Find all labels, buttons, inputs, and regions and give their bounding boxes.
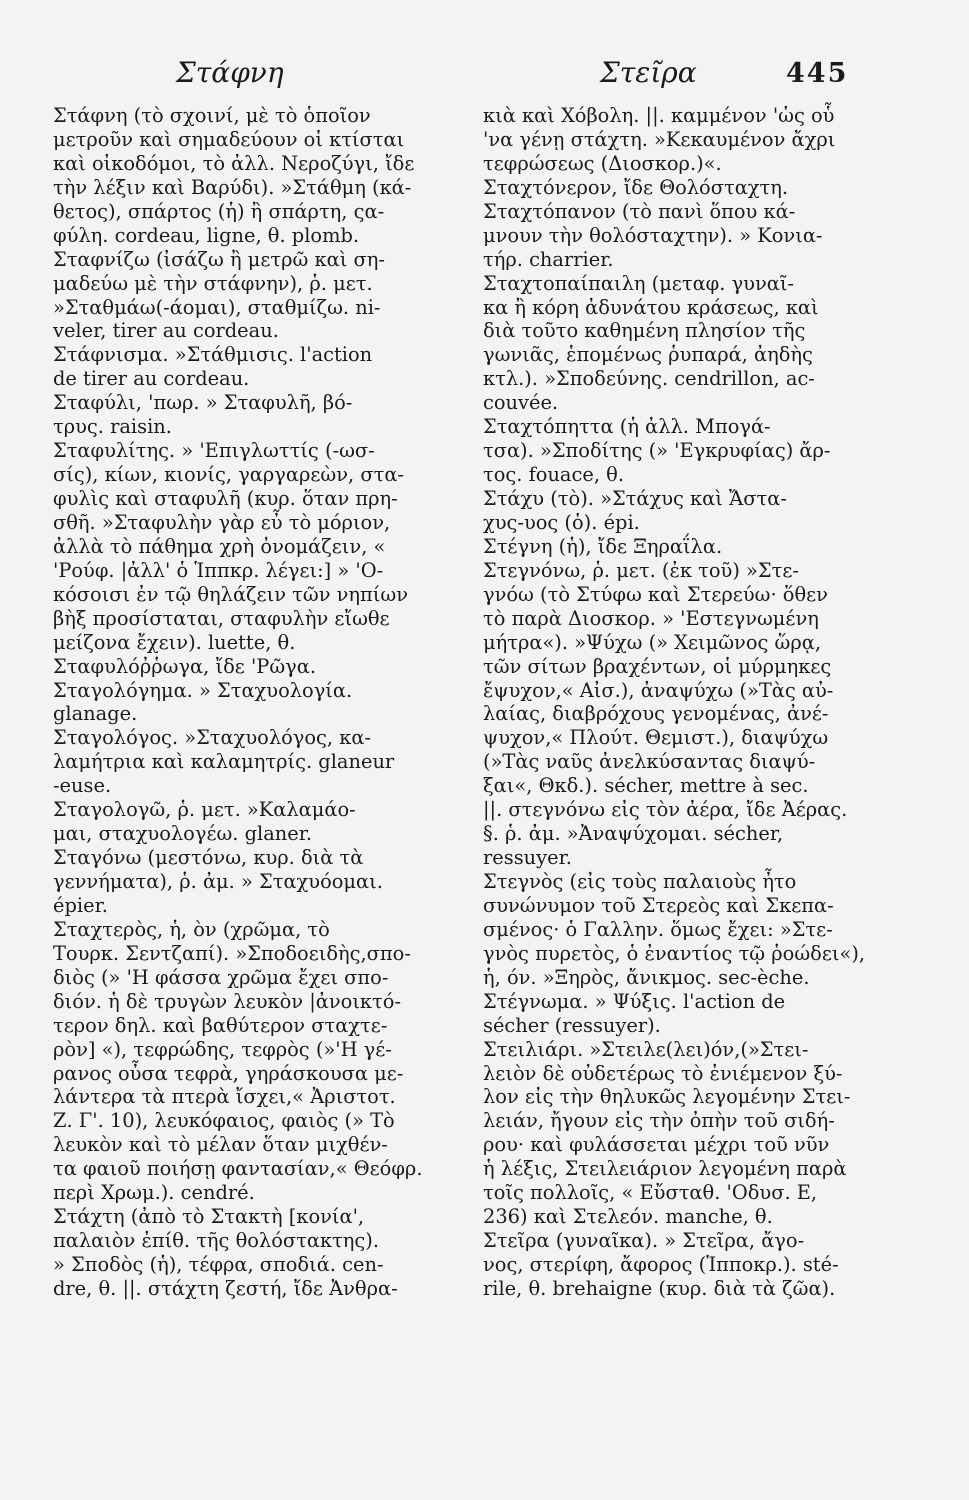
text-line: καὶ οἰκοδόμοι, τὸ ἀλλ. Νεροζύγι, ἴδε [53, 151, 415, 175]
text-line: épier. [53, 893, 108, 917]
text-line: λευκὸν καὶ τὸ μέλαν ὅταν μιχθέν- [53, 1133, 388, 1157]
text-line: φυλὶς καὶ σταφυλῆ (κυρ. ὅταν πρη- [53, 487, 398, 510]
text-line: τεφρώσεως (Διοσκορ.)«. [483, 151, 722, 175]
text-line: Στέγνωμα. » Ψύξις. l'action de [483, 989, 786, 1013]
text-line: Στεῖρα (γυναῖκα). » Στεῖρα, ἄγο- [483, 1229, 805, 1253]
text-line: λειὸν δὲ οὐδετέρως τὸ ἐνιέμενον ξύ- [483, 1061, 843, 1085]
text-line: ressuyer. [483, 846, 572, 870]
text-line: μνουν τὴν θολόσταχτην). » Κονια- [483, 223, 823, 247]
text-line: ἡ λέξις, Στειλειάριον λεγομένη παρὰ [483, 1157, 847, 1181]
text-line: Σταγόνω (μεστόνω, κυρ. διὰ τὰ [53, 846, 364, 870]
text-line: τρυς. raisin. [53, 415, 172, 439]
text-line: Σταχτόπηττα (ἡ ἀλλ. Μπογά- [483, 415, 771, 439]
text-line: rile, θ. brehaigne (κυρ. διὰ τὰ ζῶα). [483, 1276, 836, 1300]
text-line: γνόω (τὸ Στύφω καὶ Στερεύω· ὅθεν [483, 582, 828, 606]
text-line: Στάφνη (τὸ σχοινί, μὲ τὸ ὁποῖον [53, 104, 371, 127]
text-line: κα ἢ κόρη ἀδυνάτου κράσεως, καὶ [483, 295, 819, 319]
text-line: Σταχτοπαίπαιλη (μεταφ. γυναῖ- [483, 271, 794, 295]
text-line: τος. fouace, θ. [483, 463, 624, 487]
text-line: τὴν λέξιν καὶ Βαρύδι). »Στάθμη (κά- [53, 175, 412, 199]
text-line: θετος), σπάρτος (ἡ) ἢ σπάρτη, ςα- [53, 199, 385, 223]
text-line: Ζ. Γ'. 10), λευκόφαιος, φαιὸς (» Τὸ [53, 1109, 395, 1133]
page-number: 445 [786, 58, 849, 89]
text-line: ἔψυχον,« Αἰσ.), ἀναψύχω (»Τὰς αὐ- [483, 678, 834, 702]
text-line: περὶ Χρωμ.). cendré. [53, 1181, 255, 1205]
text-line: λον εἰς τὴν θηλυκῶς λεγομένην Στει- [483, 1085, 851, 1109]
text-line: §. ῥ. ἀμ. »Ἀναψύχομαι. sécher, [483, 822, 784, 846]
text-line: λαίας, διαβρόχους γενομένας, ἀνέ- [483, 702, 829, 726]
text-line: Σταφύλι, 'πωρ. » Σταφυλῆ, βό- [53, 391, 353, 415]
text-line: Σταχτόπανον (τὸ πανὶ ὅπου κά- [483, 199, 796, 223]
text-line: χυς-υος (ὁ). épi. [483, 510, 640, 534]
text-line: μαι, σταχυολογέω. glaner. [53, 822, 313, 846]
running-head-right: Στεῖρα [600, 56, 697, 89]
text-line: τήρ. charrier. [483, 247, 614, 271]
text-line: νος, στερίφη, ἄφορος (Ἱπποκρ.). sté- [483, 1253, 839, 1276]
text-line: μήτρα«). »Ψύχω (» Χειμῶνος ὥρᾳ, [483, 630, 821, 654]
text-line: de tirer au cordeau. [53, 367, 250, 391]
text-line: διόν. ἡ δὲ τρυγὼν λευκὸν |ἀνοικτό- [53, 989, 401, 1013]
text-line: Στειλιάρι. »Στειλε(λει)όν,(»Στει- [483, 1037, 809, 1061]
text-line: Σταγολογῶ, ῥ. μετ. »Καλαμάο- [53, 798, 356, 822]
text-line: ρανος οὖσα τεφρὰ, γηράσκουσα με- [53, 1061, 404, 1085]
text-line: σθῆ. »Σταφυλὴν γὰρ εὖ τὸ μόριον, [53, 510, 391, 534]
text-line: Σταγολόγος. »Σταχυολόγος, κα- [53, 726, 371, 750]
text-line: » Σποδὸς (ἡ), τέφρα, σποδιά. cen- [53, 1253, 384, 1276]
text-line: συνώνυμον τοῦ Στερεὸς καὶ Σκεπα- [483, 893, 834, 917]
text-line: Σταχτερὸς, ἡ, ὸν (χρῶμα, τὸ [53, 917, 330, 941]
text-line: sécher (ressuyer). [483, 1013, 661, 1037]
text-line: »Σταθμάω(-άομαι), σταθμίζω. ni- [53, 295, 381, 319]
text-line: ||. στεγνόνω εἰς τὸν ἀέρα, ἴδε Ἀέρας. [483, 798, 848, 822]
text-line: σμένος· ὁ Γαλλην. ὅμως ἔχει: »Στε- [483, 917, 833, 941]
text-line: τερον δηλ. καὶ βαθύτερον σταχτε- [53, 1013, 388, 1037]
text-line: ρου· καὶ φυλάσσεται μέχρι τοῦ νῦν [483, 1133, 830, 1157]
text-line: Στάχτη (ἀπὸ τὸ Στακτὴ [κονία', [53, 1205, 365, 1229]
text-line: ψυχον,« Πλούτ. Θεμιστ.), διαψύχω [483, 726, 829, 750]
text-line: ρὸν] «), τεφρώδης, τεφρὸς (»'Η γέ- [53, 1037, 392, 1061]
text-line: γωνιᾶς, ἑπομένως ῥυπαρά, ἀηδὴς [483, 343, 813, 367]
text-line: ἡ, όν. »Ξηρὸς, ἄνικμος. sec-èche. [483, 965, 810, 989]
text-line: Σταγολόγημα. » Σταχυολογία. [53, 678, 353, 702]
text-line: Τουρκ. Σεντζαπί). »Σποδοειδὴς,σπο- [53, 941, 411, 965]
text-line: φύλη. cordeau, ligne, θ. plomb. [53, 223, 360, 247]
text-line: κιὰ καὶ Χόβολη. ||. καμμένον 'ὡς οὗ [483, 104, 835, 127]
text-line: διὸς (» 'Η φάσσα χρῶμα ἔχει σπο- [53, 965, 389, 989]
right-column [483, 104, 878, 1301]
text-line: ἀλλὰ τὸ πάθημα χρὴ ὀνομάζειν, « [53, 534, 386, 558]
text-line: glanage. [53, 702, 138, 726]
text-line: (»Τὰς ναῦς ἀνελκύσαντας διαψύ- [483, 750, 816, 774]
text-line: Σταφυλόῤῥωγα, ἴδε 'Ρῶγα. [53, 654, 317, 678]
text-line: 'Ρούφ. |ἀλλ' ὁ Ἱππκρ. λέγει:] » 'Ο- [53, 558, 384, 582]
text-line: ξαι«, Θκδ.). sécher, mettre à sec. [483, 774, 809, 798]
text-line: γνὸς πυρετὸς, ὁ ἐναντίος τῷ ῥοώδει«), [483, 941, 866, 965]
text-line: Στεγνὸς (εἰς τοὺς παλαιοὺς ἦτο [483, 870, 797, 893]
text-line: τσα). »Σποδίτης (» 'Εγκρυφίας) ἄρ- [483, 439, 831, 463]
text-line: γεννήματα), ῥ. ἀμ. » Σταχυόομαι. [53, 870, 383, 893]
text-line: λαμήτρια καὶ καλαμητρίς. glaneur [53, 750, 395, 774]
left-column [53, 104, 448, 1301]
text-line: dre, θ. ||. στάχτη ζεστή, ἴδε Ἀνθρα- [53, 1276, 398, 1300]
text-line: -euse. [53, 774, 112, 798]
text-line: Στάφνισμα. »Στάθμισις. l'action [53, 343, 373, 367]
text-line: Σταφνίζω (ἰσάζω ἢ μετρῶ καὶ ση- [53, 247, 385, 271]
text-line: Στέγνη (ἡ), ἴδε Ξηραΐλα. [483, 534, 723, 558]
text-line: κτλ.). »Σποδεύνης. cendrillon, ac- [483, 367, 815, 391]
text-line: couvée. [483, 391, 559, 415]
text-line: διὰ τοῦτο καθημένη πλησίον τῆς [483, 319, 806, 343]
text-line: 236) καὶ Στελεόν. manche, θ. [483, 1205, 773, 1229]
text-line: μετροῦν καὶ σημαδεύουν οἱ κτίσται [53, 127, 405, 151]
text-line: Σταχτόνερον, ἴδε Θολόσταχτη. [483, 175, 789, 199]
text-line: λειάν, ἤγουν εἰς τὴν ὀπὴν τοῦ σιδή- [483, 1109, 835, 1133]
text-line: veler, tirer au cordeau. [53, 319, 279, 343]
text-line: κόσοισι ἐν τῷ θηλάζειν τῶν νηπίων [53, 582, 408, 606]
text-line: μαδεύω μὲ τὴν στάφνην), ῥ. μετ. [53, 271, 373, 295]
text-line: σίς), κίων, κιονίς, γαργαρεὼν, στα- [53, 463, 404, 487]
text-line: τα φαιοῦ ποιήσῃ φαντασίαν,« Θεόφρ. [53, 1157, 423, 1181]
text-line: βὴξ προσίσταται, σταφυλὴν εἴωθε [53, 606, 390, 630]
text-line: παλαιὸν ἐπίθ. τῆς θολόστακτης). [53, 1229, 379, 1253]
text-line: 'να γένῃ στάχτη. »Κεκαυμένον ἄχρι [483, 127, 836, 151]
text-line: λάντερα τὰ πτερὰ ἴσχει,« Ἀριστοτ. [53, 1085, 396, 1109]
running-head-left: Στάφνη [176, 56, 284, 89]
text-line: τῶν σίτων βραχέντων, οἱ μύρμηκες [483, 654, 832, 678]
text-line: Στάχυ (τὸ). »Στάχυς καὶ Ἄστα- [483, 487, 787, 510]
text-line: Στεγνόνω, ῥ. μετ. (ἐκ τοῦ) »Στε- [483, 558, 799, 582]
text-line: μείζονα ἔχειν). luette, θ. [53, 630, 296, 654]
text-line: τὸ παρὰ Διοσκορ. » 'Εστεγνωμένη [483, 606, 819, 630]
text-line: τοῖς πολλοῖς, « Εὔσταθ. 'Οδυσ. Ε, [483, 1181, 818, 1205]
text-line: Σταφυλίτης. » 'Επιγλωττίς (-ωσ- [53, 439, 375, 463]
